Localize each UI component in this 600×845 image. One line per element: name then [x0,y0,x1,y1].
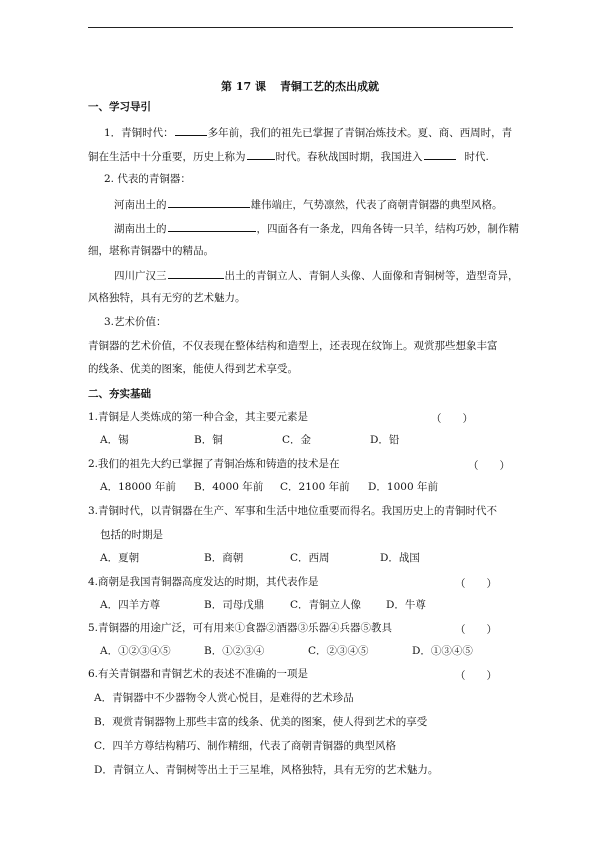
option[interactable]: C．青铜立人像 [290,599,362,611]
answer-paren[interactable]: （ ） [455,578,497,590]
fill-blank[interactable] [168,197,250,208]
hunan-line1: 湖南出土的 ，四面各有一条龙，四角各铸一只羊，结构巧妙，制作精 [114,223,519,235]
mc-question-cont: 包括的时期是 [100,529,163,541]
mc-question: 4.商朝是我国青铜器高度发达的时期，其代表作是 [88,576,319,588]
option[interactable]: C．②③④⑤ [308,645,369,657]
mc-options [100,645,473,658]
mc-option-b[interactable]: B．观赏青铜器物上那些丰富的线条、优美的图案，使人得到艺术的享受 [94,716,428,728]
mc-option-a[interactable]: A．青铜器中不少器物令人赏心悦目，是难得的艺术珍品 [94,692,354,704]
option[interactable]: A．①②③④⑤ [100,645,171,657]
art-line2: 的线条、优美的图案，能使人得到艺术享受。 [88,363,298,375]
option[interactable]: C．2100 年前 [280,481,350,493]
fill-blank[interactable] [424,149,456,160]
mc-question: 2.我们的祖先大约已掌握了青铜冶炼和铸造的技术是在 [88,458,340,470]
option[interactable]: A．夏朝 [100,552,140,564]
q1-line2: 铜在生活中十分重要，历史上称为 时代。春秋战国时期，我国进入 时代. [88,151,489,163]
option[interactable]: A．18000 年前 [100,481,176,493]
answer-paren[interactable]: （ ） [431,413,473,425]
q1-line1: 1．青铜时代： 多年前，我们的祖先已掌握了青铜冶炼技术。夏、商、西周时，青 [104,127,513,139]
answer-paren[interactable]: （ ） [455,624,497,636]
option[interactable]: A．锡 [100,434,129,446]
header-rule [88,27,513,28]
sichuan-line1: 四川广汉三 出土的青铜立人、青铜人头像、人面像和青铜树等，造型奇异， [114,270,519,282]
mc-option-d[interactable]: D．青铜立人、青铜树等出土于三星堆，风格独特，具有无穷的艺术魅力。 [94,764,439,776]
mc-options [100,552,420,565]
q3-heading: 3.艺术价值： [104,316,167,328]
option[interactable]: C．西周 [290,552,330,564]
fill-blank[interactable] [168,268,224,279]
option[interactable]: D．战国 [380,552,420,564]
mc-options [100,434,399,447]
mc-options [100,481,438,494]
answer-paren[interactable]: （ ） [455,670,497,682]
fill-blank[interactable] [168,221,256,232]
option[interactable]: D．1000 年前 [368,481,438,493]
option[interactable]: A．四羊方尊 [100,599,161,611]
mc-question: 1.青铜是人类炼成的第一种合金，其主要元素是 [88,411,309,423]
fill-blank[interactable] [175,125,207,136]
option[interactable]: B．①②③④ [204,645,265,657]
mc-option-c[interactable]: C．四羊方尊结构精巧、制作精细，代表了商朝青铜器的典型风格 [94,740,397,752]
mc-question: 6.有关青铜器和青铜艺术的表述不准确的一项是 [88,668,309,680]
hunan-line2: 细，堪称青铜器中的精品。 [88,245,214,257]
mc-question: 5.青铜器的用途广泛，可有用来①食器②酒器③乐器④兵器⑤教具 [88,622,393,634]
mc-options [100,599,426,612]
option[interactable]: B．铜 [194,434,223,446]
option[interactable]: B．4000 年前 [194,481,264,493]
section-heading-1: 一、学习导引 [88,101,151,113]
option[interactable]: D．牛尊 [386,599,426,611]
q2-heading: 2. 代表的青铜器： [104,173,191,185]
mc-question: 3.青铜时代，以青铜器在生产、军事和生活中地位重要而得名。我国历史上的青铜时代不 [88,505,498,517]
answer-paren[interactable]: （ ） [468,460,510,472]
option[interactable]: C．金 [282,434,312,446]
sichuan-line2: 风格独特，具有无穷的艺术魅力。 [88,292,246,304]
option[interactable]: D．①③④⑤ [412,645,473,657]
fill-blank[interactable] [247,149,275,160]
option[interactable]: B．司母戊鼎 [204,599,265,611]
option[interactable]: D．铅 [370,434,400,446]
title-text: 青铜工艺的杰出成就 [279,80,379,93]
page-title [0,78,600,94]
section-heading-2: 二、夯实基础 [88,388,151,400]
option[interactable]: B．商朝 [204,552,244,564]
title-lesson: 第 17 课 [221,80,266,93]
henan-line: 河南出土的 雄伟端庄，气势凛然，代表了商朝青铜器的典型风格。 [114,199,503,211]
art-line1: 青铜器的艺术价值，不仅表现在整体结构和造型上，还表现在纹饰上。观赏那些想象丰富 [88,340,498,352]
